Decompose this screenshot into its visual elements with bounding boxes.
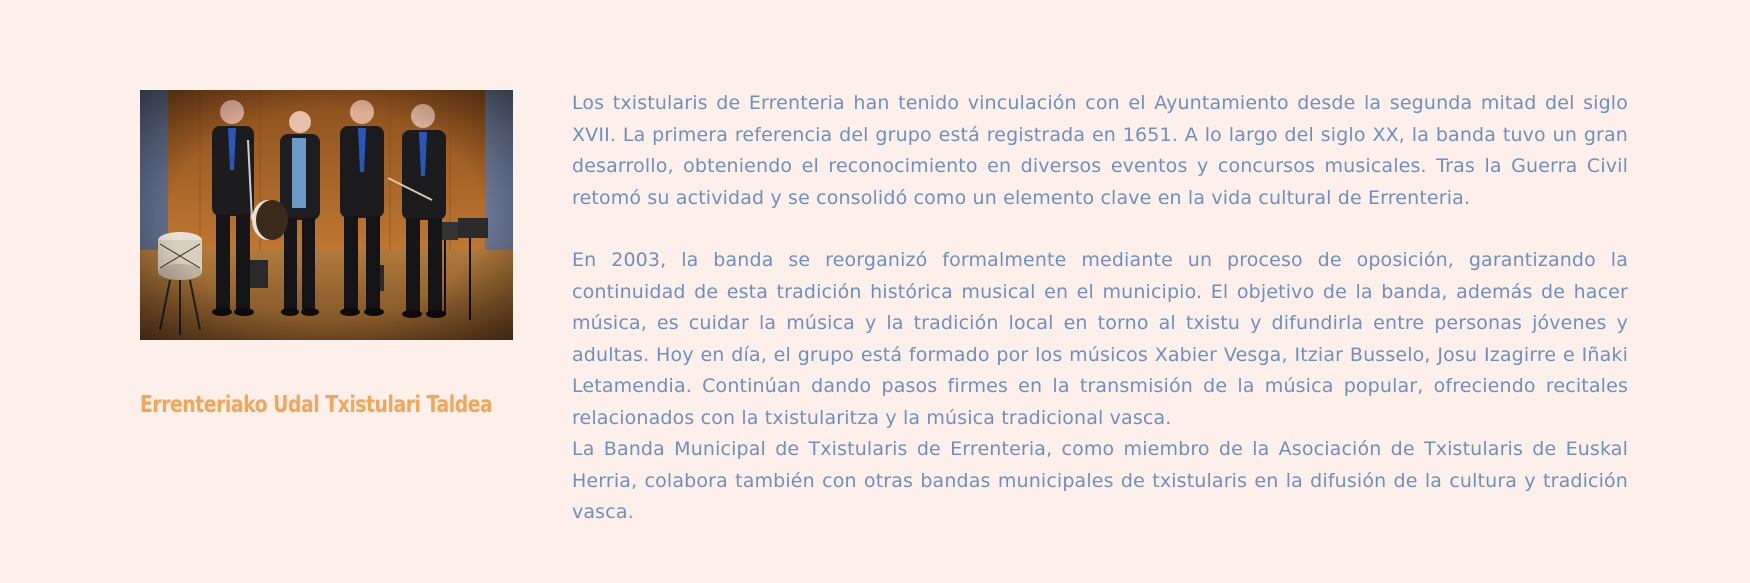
band-photo-icon	[140, 90, 513, 340]
paragraph-association: La Banda Municipal de Txistularis de Errenteria, como miembro de la Asociación de Txistularis de Euskal Herria, colabora también con otras bandas municipales de txistularis en la difusión de la cultura y tradición vasca.	[572, 438, 1628, 523]
paragraph-history: Los txistularis de Errenteria han tenido vinculación con el Ayuntamiento desde la segunda mitad del siglo XVII. La primera referencia del grupo está registrada en 1651. A lo largo del siglo XX, la banda tuvo un gran desarrollo, obteniendo el reconocimiento en diversos eventos y concursos musicales. Tras la Guerra Civil retomó su actividad y se consolidó como un elemento clave en la vida cultural de Errenteria.	[572, 92, 1628, 209]
description-text	[572, 88, 1628, 529]
paragraph-reorganization: En 2003, la banda se reorganizó formalmente mediante un proceso de oposición, garantizando la continuidad de esta tradición histórica musical en el municipio. El objetivo de la banda, además de hacer música, es cuidar la música y la tradición local en torno al txistu y difundirla entre personas jóvenes y adultas. Hoy en día, el grupo está formado por los músicos Xabier Vesga, Itziar Busselo, Josu Izagirre e Iñaki Letamendia. Continúan dando pasos firmes en la transmisión de la música popular, ofreciendo recitales relacionados con la txistularitza y la música tradicional vasca.	[572, 249, 1628, 429]
left-column	[140, 90, 513, 418]
band-photo	[140, 90, 513, 340]
group-title: Errenteriako Udal Txistulari Taldea	[140, 392, 493, 418]
